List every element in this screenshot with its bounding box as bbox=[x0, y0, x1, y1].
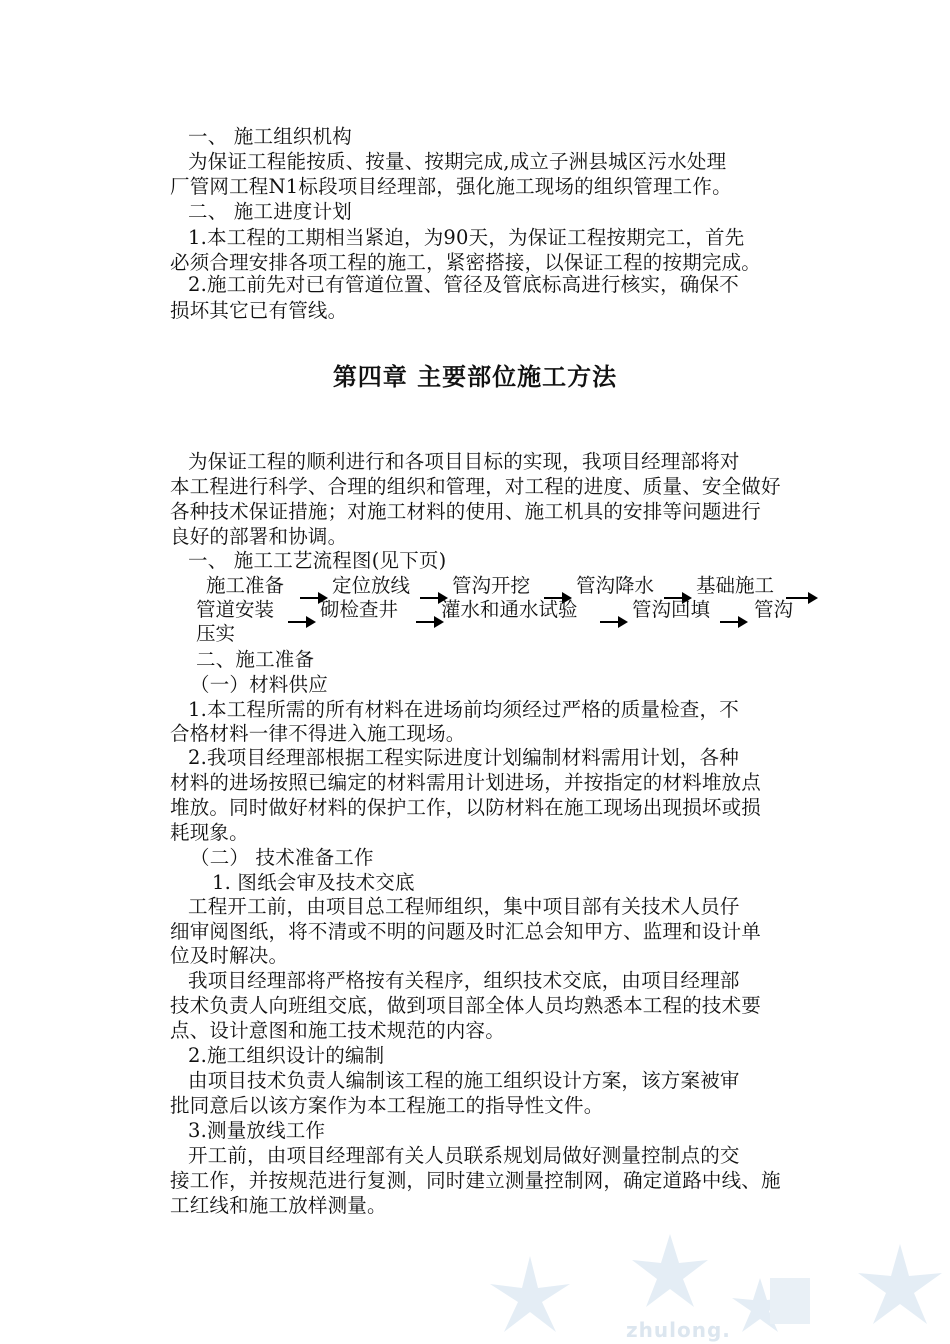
paragraph-line: 1.本工程所需的所有材料在进场前均须经过严格的质量检查，不 bbox=[188, 698, 739, 721]
paragraph-line: 合格材料一律不得进入施工现场。 bbox=[170, 722, 466, 745]
paragraph-line: 我项目经理部将严格按有关程序，组织技术交底，由项目经理部 bbox=[188, 969, 740, 992]
paragraph-line: 批同意后以该方案作为本工程施工的指导性文件。 bbox=[170, 1094, 604, 1117]
watermark-text: zhulong. bbox=[626, 1318, 731, 1342]
section-heading-preparation: 二、施工准备 bbox=[196, 648, 315, 671]
flow-step: 管沟 bbox=[754, 598, 794, 621]
paragraph-line: 技术负责人向班组交底，做到项目部全体人员均熟悉本工程的技术要 bbox=[170, 994, 762, 1017]
paragraph-line: 接工作，并按规范进行复测，同时建立测量控制网，确定道路中线、施 bbox=[170, 1169, 781, 1192]
section-heading-organization: 一、 施工组织机构 bbox=[188, 125, 352, 148]
paragraph-line: 工红线和施工放样测量。 bbox=[170, 1194, 387, 1217]
paragraph-line: 耗现象。 bbox=[170, 821, 249, 844]
item-heading-design: 2.施工组织设计的编制 bbox=[188, 1044, 385, 1067]
chapter-title: 第四章 主要部位施工方法 bbox=[332, 362, 618, 391]
section-heading-schedule: 二、 施工进度计划 bbox=[188, 200, 352, 223]
paragraph-line: 损坏其它已有管线。 bbox=[170, 299, 348, 322]
paragraph-line: 开工前，由项目经理部有关人员联系规划局做好测量控制点的交 bbox=[188, 1144, 740, 1167]
flow-step: 施工准备 bbox=[206, 574, 285, 597]
item-heading-survey: 3.测量放线工作 bbox=[188, 1119, 326, 1142]
flow-step: 管道安装 bbox=[196, 598, 275, 621]
flow-step: 定位放线 bbox=[332, 574, 411, 597]
paragraph-line: 2.施工前先对已有管道位置、管径及管底标高进行核实，确保不 bbox=[188, 273, 739, 296]
paragraph-line: 材料的进场按照已编定的材料需用计划进场，并按指定的材料堆放点 bbox=[170, 771, 762, 794]
paragraph-line: 为保证工程能按质、按量、按期完成,成立子洲县城区污水处理 bbox=[188, 150, 727, 173]
paragraph-line: 由项目技术负责人编制该工程的施工组织设计方案，该方案被审 bbox=[188, 1069, 740, 1092]
paragraph-line: 位及时解决。 bbox=[170, 944, 289, 967]
flow-arrow-icon bbox=[600, 621, 626, 623]
paragraph-line: 点、设计意图和施工技术规范的内容。 bbox=[170, 1019, 505, 1042]
paragraph-line: 本工程进行科学、合理的组织和管理，对工程的进度、质量、安全做好 bbox=[170, 475, 781, 498]
flow-arrow-icon bbox=[720, 621, 746, 623]
flow-arrow-icon bbox=[288, 621, 314, 623]
paragraph-line: 为保证工程的顺利进行和各项目目标的实现，我项目经理部将对 bbox=[188, 450, 740, 473]
paragraph-line: 细审阅图纸，将不清或不明的问题及时汇总会知甲方、监理和设计单 bbox=[170, 920, 762, 943]
paragraph-line: 堆放。同时做好材料的保护工作，以防材料在施工现场出现损坏或损 bbox=[170, 796, 762, 819]
flow-heading: 一、 施工工艺流程图(见下页) bbox=[188, 549, 447, 572]
flow-step: 灌水和通水试验 bbox=[441, 598, 578, 621]
subsection-heading-materials: （一）材料供应 bbox=[190, 673, 328, 696]
paragraph-line: 各种技术保证措施；对施工材料的使用、施工机具的安排等问题进行 bbox=[170, 500, 762, 523]
subsection-heading-technical: （二） 技术准备工作 bbox=[190, 846, 374, 869]
paragraph-line: 良好的部署和协调。 bbox=[170, 525, 348, 548]
flow-step: 压实 bbox=[196, 622, 236, 645]
flow-arrow-icon bbox=[416, 621, 442, 623]
paragraph-line: 1.本工程的工期相当紧迫，为90天，为保证工程按期完工，首先 bbox=[188, 226, 745, 249]
paragraph-line: 2.我项目经理部根据工程实际进度计划编制材料需用计划，各种 bbox=[188, 746, 739, 769]
flow-step: 管沟开挖 bbox=[452, 574, 531, 597]
flow-step: 管沟降水 bbox=[576, 574, 655, 597]
paragraph-line: 必须合理安排各项工程的施工，紧密搭接，以保证工程的按期完成。 bbox=[170, 251, 762, 274]
paragraph-line: 工程开工前，由项目总工程师组织，集中项目部有关技术人员仔 bbox=[188, 895, 740, 918]
flow-step: 基础施工 bbox=[696, 574, 775, 597]
flow-step: 管沟回填 bbox=[632, 598, 711, 621]
flow-step: 砌检查井 bbox=[320, 598, 399, 621]
paragraph-line: 厂管网工程N1标段项目经理部，强化施工现场的组织管理工作。 bbox=[170, 175, 732, 198]
item-heading-drawings: 1. 图纸会审及技术交底 bbox=[212, 871, 415, 894]
